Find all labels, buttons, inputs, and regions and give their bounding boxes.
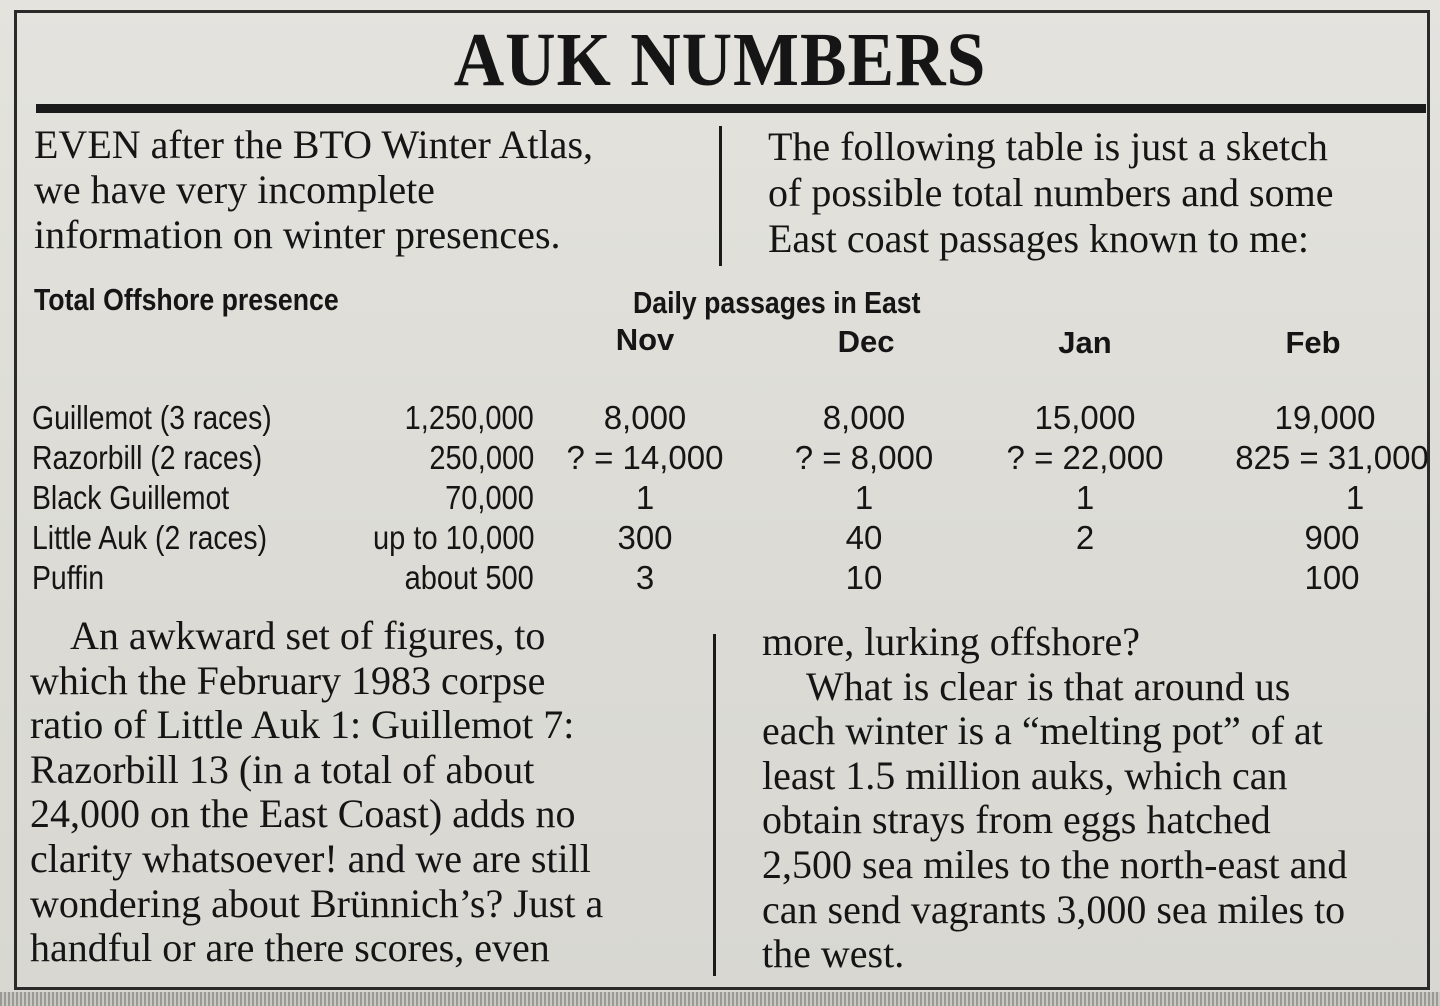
text-line: 24,000 on the East Coast) adds no — [30, 791, 576, 837]
jan-value: 1 — [1075, 479, 1095, 516]
dec-value: 8,000 — [822, 399, 906, 436]
title-rule — [36, 104, 1426, 113]
text-line: the west. — [762, 931, 905, 977]
nov-value: ? = 14,000 — [566, 439, 724, 476]
feb-value: 825 = 31,000 — [1235, 439, 1429, 476]
dec-value: 40 — [845, 519, 883, 556]
feb-value: 900 — [1304, 519, 1360, 556]
dec-value: 10 — [845, 559, 883, 596]
text-line: What is clear is that around us — [806, 663, 1291, 709]
jan-value: 2 — [1075, 519, 1095, 556]
table-row — [0, 438, 1440, 478]
text-line: 2,500 sea miles to the north-east and — [762, 841, 1348, 887]
text-line: of possible total numbers and some — [768, 170, 1334, 215]
text-line: can send vagrants 3,000 sea miles to — [762, 886, 1346, 932]
text-line: each winter is a “melting pot” of at — [762, 708, 1323, 754]
intro-right-paragraph — [768, 124, 1333, 262]
month-nov: Nov — [615, 322, 675, 357]
text-line: which the February 1983 corpse — [30, 657, 546, 703]
table-row — [0, 558, 1440, 598]
column-rule-bottom — [713, 634, 716, 976]
text-line: least 1.5 million auks, which can — [762, 752, 1288, 798]
text-line: EVEN after the BTO Winter Atlas, — [34, 122, 594, 167]
dec-value: 1 — [854, 479, 874, 516]
column-rule-top — [719, 126, 722, 266]
species-name: Black Guillemot — [32, 479, 230, 516]
month-dec: Dec — [837, 324, 895, 359]
intro-left-paragraph — [34, 122, 593, 257]
nov-value: 1 — [635, 479, 655, 516]
text-line: An awkward set of figures, to — [70, 613, 546, 658]
text-line: we have very incomplete — [34, 167, 435, 212]
text-line: The following table is just a sketch — [768, 124, 1328, 169]
text-line: more, lurking offshore? — [762, 619, 1141, 664]
body-left-paragraph — [30, 614, 603, 971]
body-right-paragraph — [762, 620, 1347, 977]
species-name: Razorbill (2 races) — [32, 439, 263, 476]
nov-value: 8,000 — [603, 399, 687, 436]
nov-value: 300 — [617, 519, 673, 556]
article-title: AUK NUMBERS — [453, 18, 987, 102]
table-row — [0, 478, 1440, 518]
month-feb: Feb — [1285, 325, 1341, 360]
text-line: clarity whatsoever! and we are still — [30, 835, 591, 881]
total-presence: up to 10,000 — [372, 519, 534, 556]
text-line: information on winter presences. — [34, 212, 561, 257]
species-name: Puffin — [32, 559, 105, 596]
text-line: East coast passages known to me: — [768, 216, 1309, 261]
jan-value: 15,000 — [1034, 399, 1136, 436]
feb-value: 100 — [1304, 559, 1360, 596]
month-jan: Jan — [1058, 325, 1112, 360]
text-line: Razorbill 13 (in a total of about — [30, 746, 535, 792]
text-line: ratio of Little Auk 1: Guillemot 7: — [30, 702, 575, 748]
total-presence: 70,000 — [445, 479, 534, 516]
header-total-offshore: Total Offshore presence — [34, 282, 339, 317]
dec-value: ? = 8,000 — [794, 439, 934, 476]
header-daily-passages: Daily passages in East — [633, 285, 921, 320]
table-row — [0, 398, 1440, 438]
text-line: obtain strays from eggs hatched — [762, 797, 1271, 843]
text-line: wondering about Brünnich’s? Just a — [30, 880, 604, 926]
total-presence: 250,000 — [429, 439, 534, 476]
feb-value: 19,000 — [1274, 399, 1376, 436]
jan-value: ? = 22,000 — [1006, 439, 1164, 476]
feb-value: 1 — [1345, 479, 1365, 516]
text-line: handful or are there scores, even — [30, 925, 550, 971]
total-presence: about 500 — [404, 559, 534, 596]
species-name: Guillemot (3 races) — [32, 399, 272, 436]
table-row — [0, 518, 1440, 558]
total-presence: 1,250,000 — [404, 399, 534, 436]
species-name: Little Auk (2 races) — [32, 519, 268, 556]
clipping-edge — [0, 992, 1440, 1006]
nov-value: 3 — [635, 559, 655, 596]
